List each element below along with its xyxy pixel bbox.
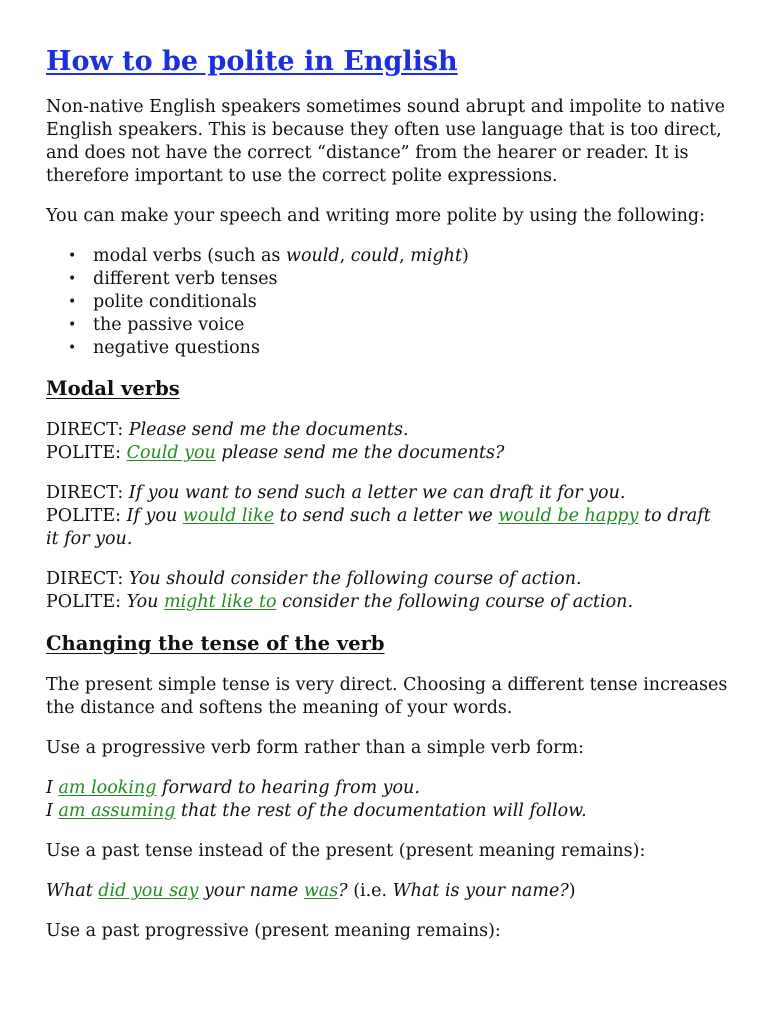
tense-instruction-past-progressive: Use a past progressive (present meaning remains): — [46, 921, 501, 941]
section-heading-verb-tense: Changing the tense of the verb — [46, 632, 385, 655]
example-text: that the rest of the documentation will follow. — [175, 801, 587, 821]
example-word: might — [410, 246, 462, 266]
list-item: • the passive voice — [46, 314, 728, 337]
highlighted-phrase: might like to — [163, 592, 277, 612]
example-text: forward to hearing from you. — [156, 778, 420, 798]
list-item: • negative questions — [46, 337, 728, 360]
tense-instruction-past: Use a past tense instead of the present (present meaning remains): — [46, 841, 646, 861]
polite-label: POLITE: — [46, 592, 127, 612]
example-word: would — [285, 246, 340, 266]
direct-text: Please send me the documents. — [128, 420, 409, 440]
polite-text: please send me the documents? — [215, 443, 505, 463]
highlighted-phrase: would like — [182, 506, 275, 526]
list-item-text: modal verbs (such as — [93, 246, 286, 266]
direct-example — [46, 568, 728, 591]
highlighted-phrase: am looking — [58, 778, 157, 798]
highlighted-phrase: Could you — [126, 443, 216, 463]
tense-paragraph: The present simple tense is very direct. Choosing a different tense increases the distance and softens the meaning of your words. — [46, 675, 728, 718]
example-pair — [46, 482, 728, 551]
polite-example — [46, 591, 728, 614]
intro-paragraph: Non-native English speakers sometimes sound abrupt and impolite to native English speakers. This is because they often use language that is too direct, and does not have the correct “distance” from the hearer or reader. It is therefore important to use the correct polite expressions. — [46, 97, 726, 186]
polite-text: You — [126, 592, 164, 612]
punctuation: ) — [461, 246, 469, 266]
example-note: (i.e. — [347, 881, 393, 901]
example-sentence — [46, 777, 728, 800]
example-pair — [46, 419, 728, 465]
list-item: • polite conditionals — [46, 291, 728, 314]
direct-example — [46, 419, 728, 442]
highlighted-phrase: am assuming — [58, 801, 176, 821]
highlighted-phrase: would be happy — [498, 506, 639, 526]
polite-example — [46, 442, 728, 465]
example-text: I — [46, 801, 59, 821]
example-text: I — [46, 778, 59, 798]
highlighted-phrase: did you say — [98, 881, 199, 901]
example-text: ? — [338, 881, 348, 901]
punctuation: , — [399, 246, 411, 266]
past-example — [46, 880, 728, 903]
punctuation: , — [339, 246, 351, 266]
example-text: your name — [198, 881, 304, 901]
tense-instruction-progressive: Use a progressive verb form rather than a simple verb form: — [46, 738, 585, 758]
direct-label: DIRECT: — [46, 420, 129, 440]
polite-text: to draft it for you. — [46, 506, 711, 549]
polite-text: If you — [126, 506, 183, 526]
highlighted-phrase: was — [303, 881, 339, 901]
direct-text: You should consider the following course of action. — [128, 569, 582, 589]
polite-example — [46, 505, 728, 551]
example-sentence — [46, 800, 728, 823]
polite-text: to send such a letter we — [274, 506, 499, 526]
polite-text: consider the following course of action. — [276, 592, 634, 612]
direct-label: DIRECT: — [46, 483, 129, 503]
direct-label: DIRECT: — [46, 569, 129, 589]
list-item — [46, 245, 728, 268]
direct-example — [46, 482, 728, 505]
example-text: What — [46, 881, 99, 901]
list-item: • different verb tenses — [46, 268, 728, 291]
example-note: ) — [568, 881, 576, 901]
direct-text: If you want to send such a letter we can draft it for you. — [128, 483, 626, 503]
list-intro-paragraph: You can make your speech and writing more polite by using the following: — [46, 206, 705, 226]
example-note-italic: What is your name? — [392, 881, 569, 901]
section-heading-modal-verbs: Modal verbs — [46, 377, 180, 400]
progressive-examples — [46, 777, 728, 823]
example-word: could — [350, 246, 400, 266]
polite-label: POLITE: — [46, 506, 127, 526]
example-pair — [46, 568, 728, 614]
page-title[interactable]: How to be polite in English — [46, 46, 458, 77]
polite-label: POLITE: — [46, 443, 127, 463]
strategy-list — [46, 245, 728, 360]
